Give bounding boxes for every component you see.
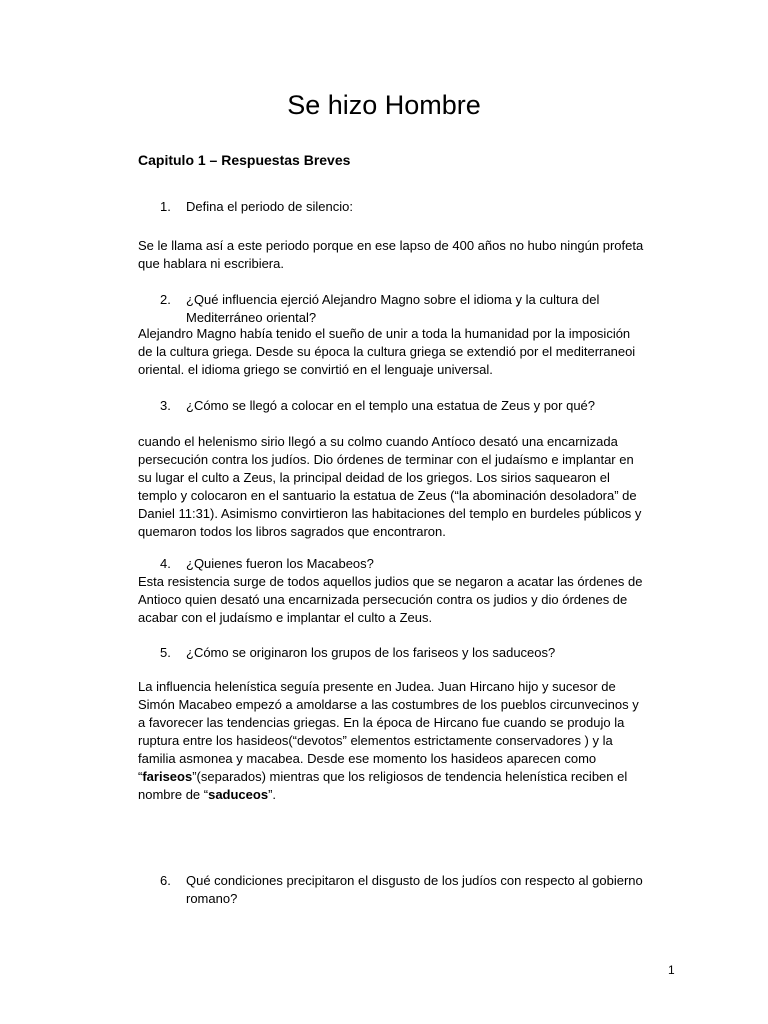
- answer-2: Alejandro Magno había tenido el sueño de unir a toda la humanidad por la imposición de la cultura griega. Desde su época la cultura griega se extendió por el mediterraneoi oriental. el idioma griego se convirtió en el lenguaje universal.: [138, 326, 636, 377]
- question-5: [160, 644, 660, 662]
- question-text: ¿Cómo se originaron los grupos de los fariseos y los saduceos?: [186, 645, 556, 660]
- answer-text: La influencia helenística seguía presente en Judea. Juan Hircano hijo y sucesor de Simón Macabeo empezó a amoldarse a las costumbres de los pueblos circunvecinos y a favorecer las tendencias griegas. En la época de Hircano fue cuando se produjo la ruptura entre los hasideos(“devotos” elementos estrictamente conservadores ) y la familia asmonea y macabea. Desde ese momento los hasideos aparecen como “: [138, 679, 639, 784]
- term-fariseos: fariseos: [142, 769, 193, 784]
- question-4: [160, 555, 660, 573]
- page-number: 1: [668, 963, 675, 977]
- question-1: [160, 198, 660, 216]
- question-text: ¿Quienes fueron los Macabeos?: [186, 556, 374, 571]
- question-6: [160, 872, 660, 908]
- term-saduceos: saduceos: [208, 787, 269, 802]
- question-2: [160, 291, 660, 327]
- question-text: Qué condiciones precipitaron el disgusto de los judíos con respecto al gobierno romano?: [186, 873, 643, 906]
- question-number: 3.: [160, 398, 171, 413]
- question-number: 6.: [160, 873, 171, 888]
- question-text: Defina el periodo de silencio:: [186, 199, 353, 214]
- chapter-heading: Capitulo 1 – Respuestas Breves: [138, 152, 351, 168]
- question-text: ¿Qué influencia ejerció Alejandro Magno sobre el idioma y la cultura del Mediterráneo oriental?: [186, 292, 600, 325]
- question-number: 4.: [160, 556, 171, 571]
- answer-3: cuando el helenismo sirio llegó a su colmo cuando Antíoco desató una encarnizada persecución contra los judíos. Dio órdenes de terminar con el judaísmo e implantar en su lugar el culto a Zeus, la principal deidad de los griegos. Los sirios saquearon el templo y colocaron en el santuario la estatua de Zeus (“la abominación desoladora” de Daniel 11:31). Asimismo convirtieron las habitaciones del templo en burdeles públicos y quemaron todos los libros sagrados que encontraron.: [138, 434, 642, 539]
- answer-1: Se le llama así a este periodo porque en ese lapso de 400 años no hubo ningún profeta que hablara ni escribiera.: [138, 238, 644, 271]
- answer-5: [138, 678, 648, 804]
- question-3: [160, 397, 660, 415]
- question-number: 5.: [160, 645, 171, 660]
- answer-text: ”.: [268, 787, 277, 802]
- answer-text: ”(separados) mientras que los religiosos de tendencia helenística reciben el nombre de “: [138, 769, 628, 802]
- question-number: 1.: [160, 199, 171, 214]
- question-number: 2.: [160, 292, 171, 307]
- document-title: Se hizo Hombre: [287, 90, 481, 120]
- answer-4: Esta resistencia surge de todos aquellos judios que se negaron a acatar las órdenes de Antioco quien desató una encarnizada persecución contra os judios y dio órdenes de acabar con el judaísmo e implantar el culto a Zeus.: [138, 574, 643, 625]
- question-text: ¿Cómo se llegó a colocar en el templo una estatua de Zeus y por qué?: [186, 398, 596, 413]
